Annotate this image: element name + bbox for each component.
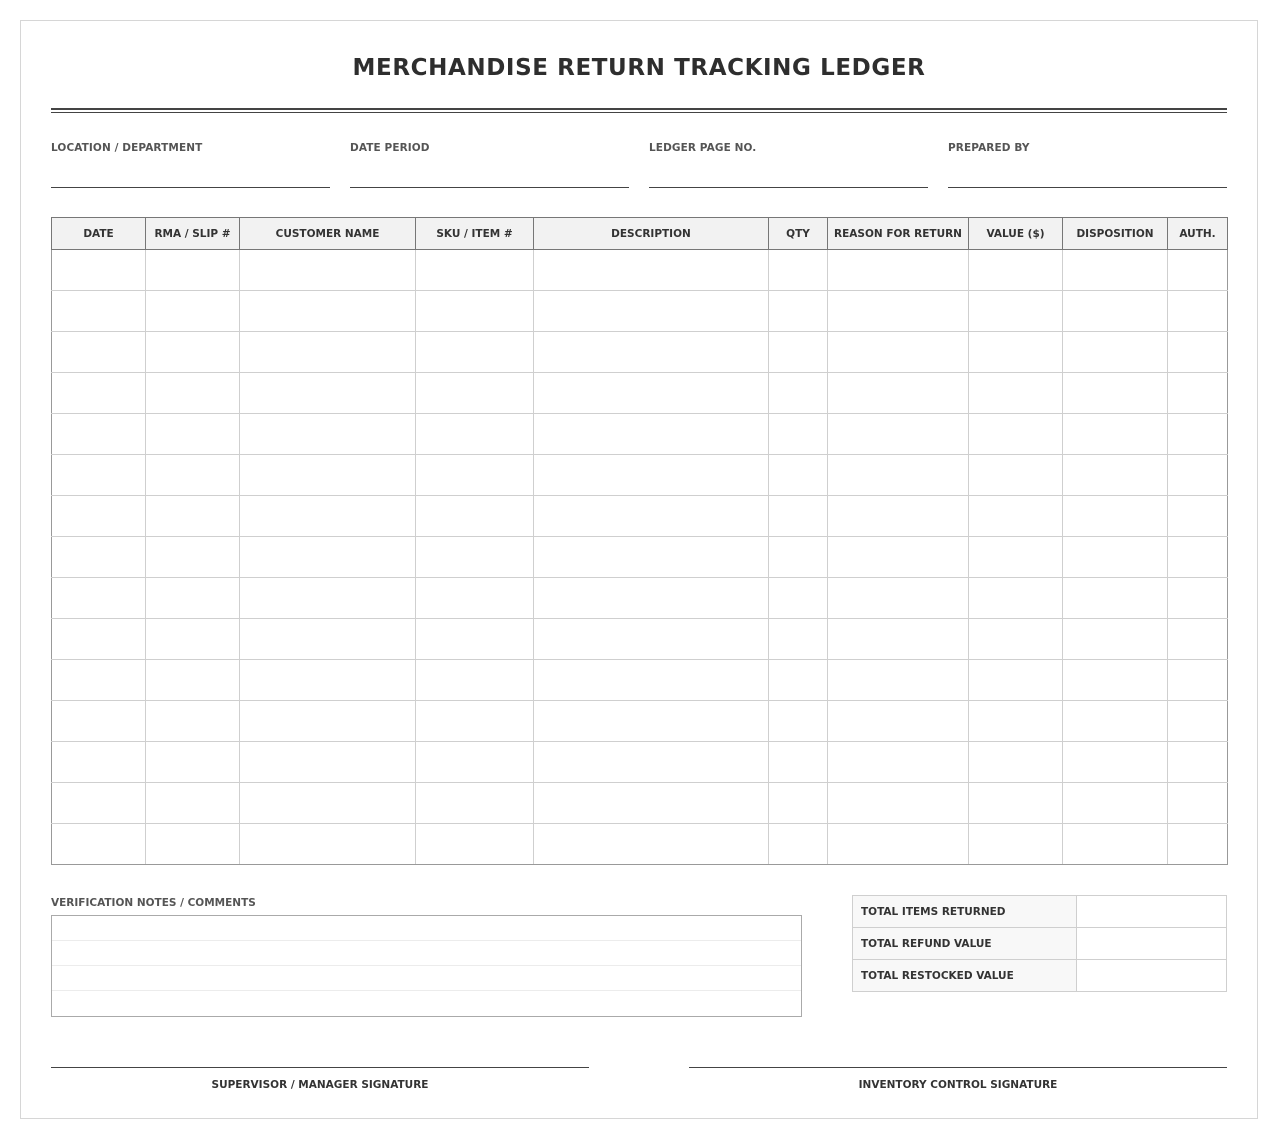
table-cell[interactable] (769, 414, 828, 455)
table-cell[interactable] (1168, 537, 1228, 578)
table-cell[interactable] (146, 578, 240, 619)
notes-line[interactable] (52, 941, 801, 966)
prepared-by-label: PREPARED BY (948, 142, 1030, 154)
column-header-sku-item: SKU / ITEM # (416, 218, 534, 250)
table-cell[interactable] (416, 578, 534, 619)
table-cell[interactable] (146, 619, 240, 660)
table-cell[interactable] (969, 783, 1063, 824)
table-cell[interactable] (828, 291, 969, 332)
table-row (52, 537, 1228, 578)
table-cell[interactable] (828, 619, 969, 660)
table-cell[interactable] (828, 742, 969, 783)
table-cell[interactable] (1063, 332, 1168, 373)
table-cell[interactable] (52, 783, 146, 824)
table-cell[interactable] (534, 783, 769, 824)
table-cell[interactable] (146, 537, 240, 578)
table-cell[interactable] (534, 619, 769, 660)
totals-row (853, 960, 1227, 992)
table-row (52, 414, 1228, 455)
table-cell[interactable] (52, 332, 146, 373)
table-cell[interactable] (240, 250, 416, 291)
inventory-control-signature-line[interactable] (689, 1067, 1227, 1093)
column-header-description: DESCRIPTION (534, 218, 769, 250)
return-ledger-table (51, 217, 1228, 865)
table-cell[interactable] (534, 496, 769, 537)
document-title: MERCHANDISE RETURN TRACKING LEDGER (352, 55, 926, 81)
totals-row (853, 896, 1227, 928)
table-cell[interactable] (828, 455, 969, 496)
table-cell[interactable] (1063, 783, 1168, 824)
table-cell[interactable] (1063, 619, 1168, 660)
table-cell[interactable] (769, 537, 828, 578)
table-row (52, 742, 1228, 783)
table-cell[interactable] (52, 824, 146, 865)
table-cell[interactable] (416, 250, 534, 291)
table-row (52, 373, 1228, 414)
table-cell[interactable] (969, 660, 1063, 701)
table-cell[interactable] (52, 660, 146, 701)
table-cell[interactable] (1063, 701, 1168, 742)
totals-table (852, 895, 1227, 992)
prepared-by-field[interactable] (948, 142, 1227, 188)
table-cell[interactable] (769, 455, 828, 496)
table-cell[interactable] (1168, 496, 1228, 537)
table-cell[interactable] (828, 578, 969, 619)
total-refund-value-label: TOTAL REFUND VALUE (853, 928, 1077, 960)
table-cell[interactable] (969, 414, 1063, 455)
table-cell[interactable] (534, 373, 769, 414)
table-cell[interactable] (1168, 619, 1228, 660)
inventory-control-signature-label: INVENTORY CONTROL SIGNATURE (858, 1079, 1058, 1091)
table-cell[interactable] (416, 332, 534, 373)
table-cell[interactable] (1168, 783, 1228, 824)
table-cell[interactable] (1063, 824, 1168, 865)
table-cell[interactable] (1168, 578, 1228, 619)
column-header-customer-name: CUSTOMER NAME (240, 218, 416, 250)
table-cell[interactable] (240, 373, 416, 414)
notes-label: VERIFICATION NOTES / COMMENTS (51, 897, 256, 909)
table-cell[interactable] (240, 414, 416, 455)
table-cell[interactable] (416, 783, 534, 824)
table-cell[interactable] (52, 619, 146, 660)
table-cell[interactable] (534, 701, 769, 742)
table-cell[interactable] (52, 742, 146, 783)
table-cell[interactable] (416, 824, 534, 865)
table-cell[interactable] (1063, 660, 1168, 701)
table-row (52, 250, 1228, 291)
table-cell[interactable] (416, 660, 534, 701)
table-cell[interactable] (828, 701, 969, 742)
table-cell[interactable] (1063, 291, 1168, 332)
notes-line[interactable] (52, 966, 801, 991)
table-cell[interactable] (146, 701, 240, 742)
table-cell[interactable] (1063, 537, 1168, 578)
table-cell[interactable] (240, 824, 416, 865)
table-row (52, 660, 1228, 701)
table-cell[interactable] (240, 701, 416, 742)
table-cell[interactable] (1063, 496, 1168, 537)
table-row (52, 291, 1228, 332)
table-cell[interactable] (969, 373, 1063, 414)
table-row (52, 455, 1228, 496)
table-cell[interactable] (969, 824, 1063, 865)
table-cell[interactable] (146, 496, 240, 537)
table-cell[interactable] (969, 537, 1063, 578)
table-cell[interactable] (416, 537, 534, 578)
supervisor-signature-line[interactable] (51, 1067, 589, 1093)
total-restocked-value-label: TOTAL RESTOCKED VALUE (853, 960, 1077, 992)
table-cell[interactable] (828, 414, 969, 455)
table-cell[interactable] (1168, 824, 1228, 865)
table-cell[interactable] (52, 291, 146, 332)
table-cell[interactable] (534, 332, 769, 373)
table-cell[interactable] (146, 455, 240, 496)
table-cell[interactable] (240, 455, 416, 496)
table-row (52, 783, 1228, 824)
ledger-sheet (20, 20, 1258, 1119)
table-cell[interactable] (1063, 578, 1168, 619)
ledger-body (52, 250, 1228, 865)
table-cell[interactable] (146, 742, 240, 783)
table-cell[interactable] (769, 373, 828, 414)
date-period-label: DATE PERIOD (350, 142, 430, 154)
table-cell[interactable] (969, 742, 1063, 783)
table-cell[interactable] (146, 373, 240, 414)
table-row (52, 496, 1228, 537)
table-cell[interactable] (534, 455, 769, 496)
location-department-label: LOCATION / DEPARTMENT (51, 142, 203, 154)
table-cell[interactable] (969, 701, 1063, 742)
column-header-date: DATE (52, 218, 146, 250)
table-cell[interactable] (969, 250, 1063, 291)
table-cell[interactable] (416, 701, 534, 742)
table-cell[interactable] (1063, 373, 1168, 414)
table-cell[interactable] (416, 619, 534, 660)
table-cell[interactable] (1063, 250, 1168, 291)
table-cell[interactable] (1168, 701, 1228, 742)
table-cell[interactable] (534, 250, 769, 291)
table-cell[interactable] (534, 537, 769, 578)
table-cell[interactable] (146, 250, 240, 291)
table-cell[interactable] (969, 496, 1063, 537)
table-cell[interactable] (1168, 373, 1228, 414)
total-items-returned-label: TOTAL ITEMS RETURNED (853, 896, 1077, 928)
table-cell[interactable] (534, 291, 769, 332)
table-cell[interactable] (1168, 291, 1228, 332)
location-department-field[interactable] (51, 142, 330, 188)
column-header-rma-slip: RMA / SLIP # (146, 218, 240, 250)
total-restocked-value-value[interactable] (1077, 960, 1227, 992)
table-cell[interactable] (240, 783, 416, 824)
table-cell[interactable] (769, 742, 828, 783)
table-cell[interactable] (828, 496, 969, 537)
table-cell[interactable] (969, 619, 1063, 660)
table-cell[interactable] (1063, 414, 1168, 455)
notes-box[interactable] (51, 915, 802, 1017)
ledger-header-row (52, 218, 1228, 250)
table-cell[interactable] (416, 742, 534, 783)
table-cell[interactable] (416, 291, 534, 332)
table-cell[interactable] (52, 455, 146, 496)
table-cell[interactable] (769, 578, 828, 619)
table-cell[interactable] (769, 250, 828, 291)
table-cell[interactable] (828, 824, 969, 865)
column-header-reason: REASON FOR RETURN (828, 218, 969, 250)
table-cell[interactable] (52, 578, 146, 619)
table-cell[interactable] (534, 578, 769, 619)
table-cell[interactable] (240, 742, 416, 783)
title-divider-thin (51, 112, 1227, 113)
table-cell[interactable] (416, 455, 534, 496)
title-divider-thick (51, 108, 1227, 110)
table-row (52, 701, 1228, 742)
table-cell[interactable] (769, 660, 828, 701)
totals-row (853, 928, 1227, 960)
table-cell[interactable] (969, 578, 1063, 619)
table-cell[interactable] (969, 291, 1063, 332)
table-cell[interactable] (769, 291, 828, 332)
table-cell[interactable] (534, 414, 769, 455)
table-cell[interactable] (769, 824, 828, 865)
table-row (52, 332, 1228, 373)
table-cell[interactable] (1063, 742, 1168, 783)
column-header-disposition: DISPOSITION (1063, 218, 1168, 250)
column-header-qty: QTY (769, 218, 828, 250)
table-cell[interactable] (146, 783, 240, 824)
table-cell[interactable] (416, 373, 534, 414)
table-cell[interactable] (969, 332, 1063, 373)
table-cell[interactable] (240, 291, 416, 332)
table-cell[interactable] (240, 578, 416, 619)
table-cell[interactable] (769, 619, 828, 660)
column-header-value: VALUE ($) (969, 218, 1063, 250)
table-cell[interactable] (828, 250, 969, 291)
table-cell[interactable] (52, 250, 146, 291)
table-cell[interactable] (1168, 455, 1228, 496)
table-cell[interactable] (240, 496, 416, 537)
table-cell[interactable] (146, 291, 240, 332)
table-cell[interactable] (534, 660, 769, 701)
table-row (52, 824, 1228, 865)
table-cell[interactable] (416, 414, 534, 455)
table-cell[interactable] (1168, 414, 1228, 455)
table-cell[interactable] (969, 455, 1063, 496)
table-row (52, 619, 1228, 660)
table-cell[interactable] (769, 701, 828, 742)
table-cell[interactable] (52, 373, 146, 414)
table-cell[interactable] (52, 496, 146, 537)
total-items-returned-value[interactable] (1077, 896, 1227, 928)
notes-line[interactable] (52, 916, 801, 941)
table-cell[interactable] (769, 332, 828, 373)
column-header-auth: AUTH. (1168, 218, 1228, 250)
table-cell[interactable] (1168, 660, 1228, 701)
table-cell[interactable] (240, 332, 416, 373)
table-cell[interactable] (240, 660, 416, 701)
ledger-page-no-field[interactable] (649, 142, 928, 188)
table-cell[interactable] (146, 414, 240, 455)
ledger-page-no-label: LEDGER PAGE NO. (649, 142, 757, 154)
table-cell[interactable] (534, 824, 769, 865)
total-refund-value-value[interactable] (1077, 928, 1227, 960)
table-cell[interactable] (416, 496, 534, 537)
table-cell[interactable] (1168, 250, 1228, 291)
table-cell[interactable] (828, 537, 969, 578)
table-cell[interactable] (52, 537, 146, 578)
table-cell[interactable] (146, 824, 240, 865)
table-cell[interactable] (1063, 455, 1168, 496)
table-cell[interactable] (52, 414, 146, 455)
table-cell[interactable] (769, 783, 828, 824)
table-cell[interactable] (52, 701, 146, 742)
table-cell[interactable] (1168, 742, 1228, 783)
table-cell[interactable] (1168, 332, 1228, 373)
table-cell[interactable] (828, 332, 969, 373)
table-cell[interactable] (828, 783, 969, 824)
header-fields (51, 142, 1227, 188)
table-cell[interactable] (146, 332, 240, 373)
table-cell[interactable] (240, 537, 416, 578)
table-cell[interactable] (146, 660, 240, 701)
date-period-field[interactable] (350, 142, 629, 188)
table-cell[interactable] (769, 496, 828, 537)
table-row (52, 578, 1228, 619)
table-cell[interactable] (828, 373, 969, 414)
supervisor-signature-label: SUPERVISOR / MANAGER SIGNATURE (211, 1079, 429, 1091)
notes-line[interactable] (52, 991, 801, 1016)
table-cell[interactable] (828, 660, 969, 701)
table-cell[interactable] (534, 742, 769, 783)
table-cell[interactable] (240, 619, 416, 660)
